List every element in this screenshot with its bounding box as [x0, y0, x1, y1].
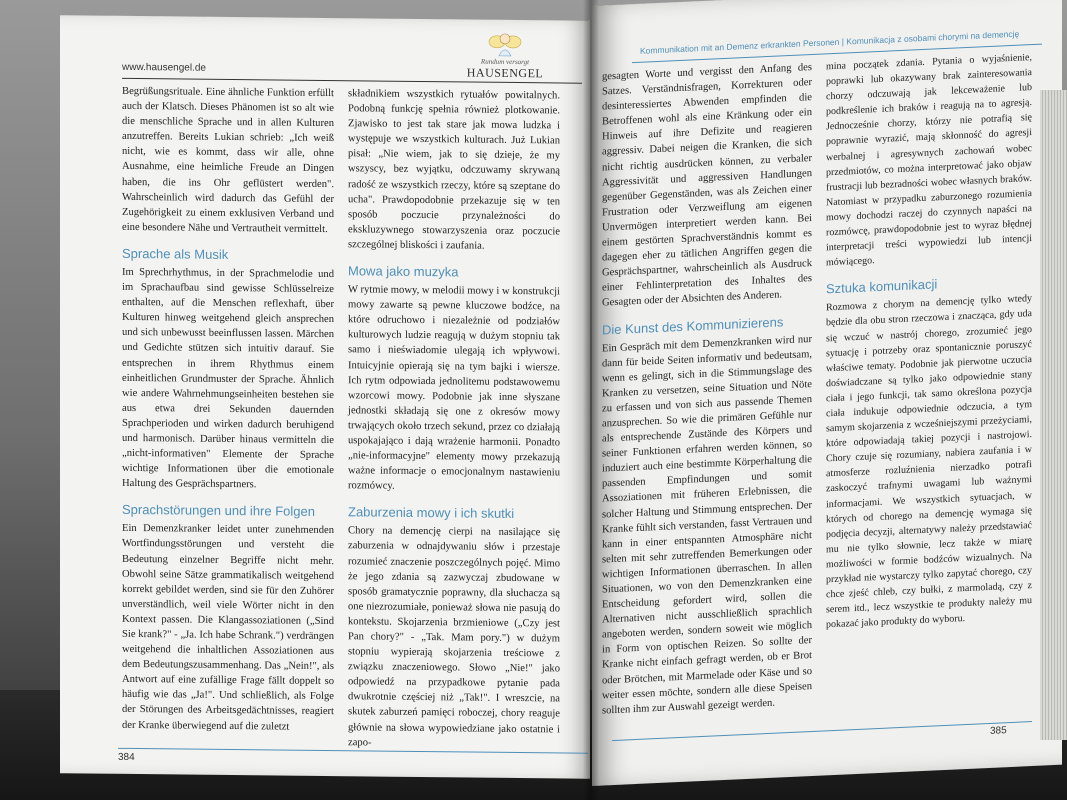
- paragraph: Chory na demencję cierpi na nasilające się zaburzenia w odnajdywaniu słów i przestaje rozumieć znaczenie poszczególnych pojęć. Mimo że jego zdania są zazwyczaj zbudowane w sposób gramatycznie poprawny, dla słuchacza są one niezrozumiałe, ponieważ słowa nie pasują do kontekstu. Skojarzenia brzmieniowe („Czy jest Pan chory?" - „Tak. Mam pory.") w dużym stopniu wypierają skojarzenia treściowe z związku znaczeniowego. Słowo „Nie!" jako odpowiedź na przypadkowe pytanie pada dwukrotnie częściej niż „Tak!". I wreszcie, na skutek zaburzeń pamięci roboczej, chory reaguje głównie na słowa wypowiedziane jako ostatnie i zapo-: [348, 525, 560, 749]
- paragraph: Im Sprechrhythmus, in der Sprachmelodie und im Sprachaufbau sind gewisse Schlüsselreize enthalten, auf die Menschen reflexhaft, über Kulturen hinweg weitgehend gleich ansprechen und sich unbewusst beeinflussen lassen. Märchen und Gedichte stützen sich intuitiv darauf. Sie entsprechen in ihrem Rhythmus einem einheitlichen Grundmuster der Sprache. Ähnlich wie andere Wahrnehmungseinheiten bestehen sie aus etwa drei Sekunden dauernden Sprachperioden und wirken dadurch beruhigend und harmonisch. Darüber hinaus vermitteln die „nicht-informativen" Elemente der Sprache wichtige Informationen über die emotionale Haltung des Gesprächspartners.: [122, 266, 334, 491]
- paragraph: Begrüßungsrituale. Eine ähnliche Funktion erfüllt auch der Klatsch. Dieses Phänomen ist so alt wie die menschliche Sprache und in allen Kulturen anzutreffen. Bereits Lukian schrieb: „Ich weiß nicht, wie es kommt, dass wir alle, ohne Ausnahme, eine heimliche Freude an Dingen haben, die ins Ohr geflüstert werden". Wahrscheinlich wird dadurch das Gefühl der Zugehörigkeit zu einem exklusiven Verband und eine besondere Nähe und Vertrautheit vermittelt.: [122, 85, 334, 235]
- page-stack-edge: [1040, 90, 1067, 740]
- section-heading: Mowa jako muzyka: [348, 263, 459, 280]
- paragraph: Rozmowa z chorym na demencję tylko wtedy będzie dla obu stron rzeczowa i znacząca, gdy uda się wczuć w nastrój chorego, zrozumieć jego sytuację i potrzeby oraz spontanicznie poruszyć właściwe tematy. Podobnie jak pierwotne uczucia doświadczane są tylko jako odpowiednie stany ciała i jego funkcji, tak samo określona pozycja ciała indukuje odpowiednie odczucia, a tym samym skojarzenia z wcześniejszymi przeżyciami, które odpowiadają takiej pozycji i nastrojowi. Chory czuje się rozumiany, nabiera zaufania i w atmosferze rozluźnienia nierzadko potrafi zaskoczyć trafnymi uwagami lub ważnymi informacjami. We wszystkich sytuacjach, w których od chorego na demencję wymaga się podjęcia decyzji, alternatywy należy przedstawiać mu nie tylko słownie, lecz także w miarę możliwości w formie bodźców wizualnych. Na przykład nie wystarczy tylko zapytać chorego, czy chce zjeść chleb, czy bułki, z marmoladą, czy z serem itd., lecz wszystkie te produkty należy mu pokazać jako produkty do wyboru.: [826, 293, 1032, 631]
- left-polish-column: [348, 86, 560, 752]
- right-german-column: [602, 60, 812, 718]
- paragraph: składnikiem wszystkich rytuałów powitalnych. Podobną funkcję spełnia również plotkowanie. Zjawisko to jest tak stare jak mowa ludzka i występuje we wszystkich kulturach. Już Lukian pisał: „Nie wiem, jak to się dzieje, że my wszyscy, bez wyjątku, odczuwamy skrywaną radość ze wszystkich rzeczy, które są szeptane do ucha". Prawdopodobnie przekazuje się w ten sposób poczucie przynależności do ekskluzywnego stowarzyszenia oraz poczucie szczególnej bliskości i zaufania.: [348, 88, 560, 252]
- book-gutter: [583, 0, 599, 800]
- page-number: 384: [118, 751, 135, 764]
- right-polish-column: [826, 50, 1032, 633]
- running-head: Kommunikation mit an Demenz erkrankten Personen | Komunikacja z osobami chorymi na demencję: [640, 28, 1020, 56]
- website-url: www.hausengel.de: [122, 61, 206, 74]
- logo-name: HAUSENGEL: [466, 65, 544, 81]
- page-number: 385: [990, 725, 1007, 737]
- section-heading: Zaburzenia mowy i ich skutki: [348, 504, 515, 522]
- paragraph: Ein Demenzkranker leidet unter zunehmenden Wortfindungsstörungen und versteht die Bedeutung einzelner Begriffe nicht mehr. Obwohl seine Sätze grammatikalisch weitgehend korrekt gebildet werden, sind sie für den Zuhörer unverständlich, weil viele Wörter nicht in den Kontext passen. Die Klangassoziationen („Sind Sie krank?" - „Ja. Ich habe Schrank.") verdrängen weitgehend die inhaltlichen Assoziationen aus dem Bedeutungszusammenhang. Das „Nein!", als Antwort auf eine zufällige Frage fällt doppelt so häufig wie das „Ja!". Und schließlich, als Folge der Störungen des Arbeitsgedächtnisses, reagiert der Kranke überwiegend auf die zuletzt: [122, 523, 334, 733]
- section-heading: Sprachstörungen und ihre Folgen: [122, 502, 315, 520]
- left-german-column: [122, 84, 334, 735]
- angel-icon: [488, 30, 522, 58]
- paragraph: W rytmie mowy, w melodii mowy i w konstrukcji mowy zawarte są pewne kluczowe bodźce, na które odruchowo i niezależnie od podziałów kulturowych ludzie reagują w dużym stopniu tak samo i nieświadomie ulegają ich wpływowi. Intuicyjnie opierają się na tym bajki i wiersze. Ich rytm odpowiada jednolitemu podstawowemu wzorcowi mowy. Podobnie jak inne słyszane jednostki składają się one z okresów mowy trwających około trzech sekund, przez co działają uspokajająco i dają wrażenie harmonii. Ponadto „nie-informacyjne" elementy mowy przekazują ważne informacje o emocjonalnym nastawieniu rozmówcy.: [348, 284, 560, 492]
- logo-tagline: Rundum versorgt: [480, 57, 530, 67]
- paragraph: mina początek zdania. Pytania o wyjaśnienie, poprawki lub okazywany brak zainteresowania chorzy odczuwają jak lekceważenie lub podkreślenie ich braków i reagują na to agresją. Jednocześnie chorzy, którzy nie potrafią się poprawnie wyrazić, mają skłonność do agresji werbalnej i agresywnych zachowań wobec przedmiotów, co można interpretować jako objaw frustracji lub bezradności wobec własnych braków. Natomiast w przypadku zaburzonego rozumienia mowy dochodzi raczej do czynnych napaści na rozmówcę, prawdopodobnie jest to wyraz błędnej interpretacji treści wypowiedzi lub intencji mówiącego.: [826, 52, 1032, 269]
- hausengel-logo: [460, 29, 550, 82]
- section-heading: Die Kunst des Kommunizierens: [602, 313, 784, 338]
- footer-rule: [612, 721, 1032, 741]
- paragraph: gesagten Worte und vergisst den Anfang des Satzes. Verständnisfragen, Korrekturen oder desinteressiertes Abwenden empfinden die Betroffenen wohl als eine Kränkung oder ein Hinweis auf ihre Defizite und reagieren aggressiv. Dabei neigen die Kranken, die sich nicht richtig ausdrücken können, zu verbaler Aggressivität und aggressiven Handlungen gegenüber Gegenständen, was als Zeichen einer Frustration oder Verzweiflung am eigenen Unvermögen interpretiert werden kann. Bei einem gestörten Sprachverständnis kommt es dagegen eher zu tätlichen Angriffen gegen die Gesprächspartner, wahrscheinlich als Ausdruck einer Fehlinterpretation des Inhaltes des Gesagten oder der Absichten des Anderen.: [602, 62, 812, 309]
- paragraph: Ein Gespräch mit dem Demenzkranken wird nur dann für beide Seiten informativ und bedeutsam, wenn es gelingt, sich in die Stimmungslage des Kranken zu versetzen, seine Situation und Nöte zu erfassen und von sich aus passende Themen anzusprechen. So wie die primären Gefühle nur als entsprechende Zustände des Körpers und seiner Funktionen erfahren werden können, so induziert auch eine bestimmte Körperhaltung die passenden Empfindungen und somit Assoziationen mit früheren Erlebnissen, die solcher Haltung und Stimmung entsprechen. Der Kranke fühlt sich verstanden, fasst Vertrauen und kann in einer entspannten Atmosphäre nicht selten mit sehr zutreffenden Bemerkungen oder wichtigen Informationen überraschen. In allen Situationen, wo von den Demenzkranken eine Entscheidung gefordert wird, sollen die Alternativen nicht ausschließlich sprachlich angeboten werden, sondern soweit wie möglich in Form von optischen Reizen. So sollte der Kranke nicht einfach gefragt werden, ob er Brot oder Brötchen, mit Marmelade oder Käse und so weiter essen möchte, sondern alle diese Speisen sollten ihm zur Auswahl gezeigt werden.: [602, 333, 812, 717]
- section-heading: Sprache als Musik: [122, 245, 229, 262]
- right-page: [592, 0, 1062, 786]
- section-heading: Sztuka komunikacji: [826, 276, 938, 297]
- left-page: [60, 15, 590, 779]
